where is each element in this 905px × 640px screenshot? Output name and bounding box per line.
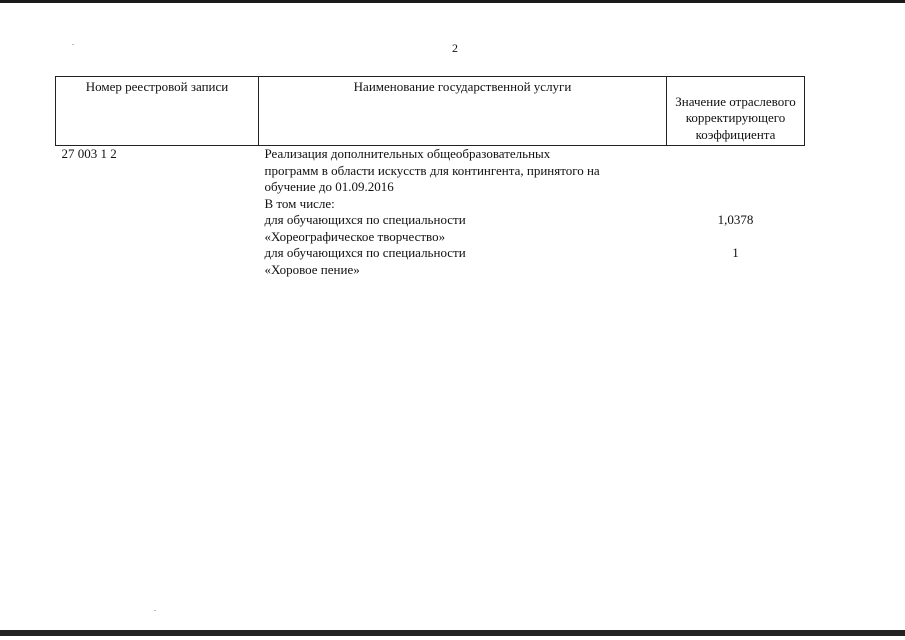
service-line: Реализация дополнительных общеобразовательных xyxy=(264,146,551,161)
header-registry-number: Номер реестровой записи xyxy=(56,77,259,146)
scan-speck xyxy=(154,610,156,611)
specialty-line: для обучающихся по специальности xyxy=(264,212,466,227)
specialty-name: «Хоровое пение» xyxy=(264,261,360,277)
service-line: программ в области искусств для контингента, принятого на xyxy=(264,162,600,178)
scan-top-edge xyxy=(0,0,905,3)
registry-table xyxy=(55,76,805,278)
specialty-cell xyxy=(259,212,667,245)
coefficient-value: 1 xyxy=(732,245,739,260)
page-number: 2 xyxy=(452,41,458,55)
table-row xyxy=(56,245,805,278)
table-header-row xyxy=(56,77,805,146)
specialty-line: для обучающихся по специальности xyxy=(264,245,466,260)
header-service-name: Наименование государственной услуги xyxy=(259,77,667,146)
specialty-name: «Хореографическое творчество» xyxy=(264,228,446,244)
table-row xyxy=(56,146,805,213)
service-line: обучение до 01.09.2016 xyxy=(264,179,394,194)
table-row xyxy=(56,212,805,245)
scan-bottom-edge xyxy=(0,630,905,636)
specialty-cell xyxy=(259,245,667,278)
coefficient-value: 1,0378 xyxy=(717,212,754,227)
registry-number-cell: 27 003 1 2 xyxy=(61,146,117,161)
scan-speck xyxy=(72,44,74,45)
service-name-cell xyxy=(259,146,667,213)
including-label: В том числе: xyxy=(264,195,335,211)
header-coefficient: Значение отраслевого корректирующего коэффициента xyxy=(667,77,805,146)
